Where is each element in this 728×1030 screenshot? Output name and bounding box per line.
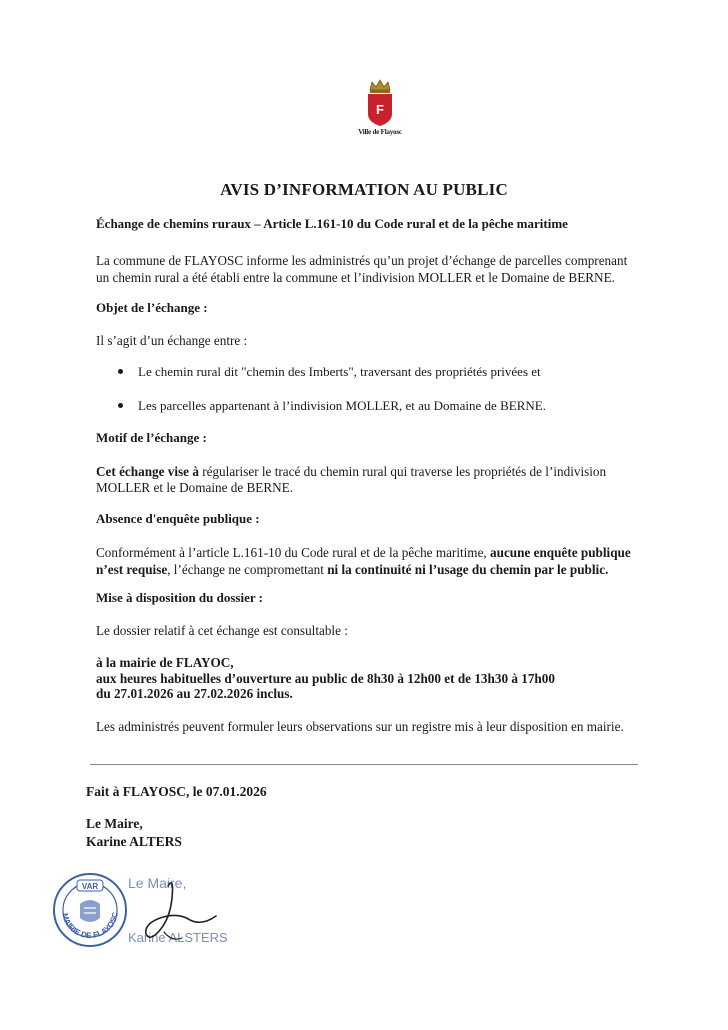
signature-place-date: Fait à FLAYOSC, le 07.01.2026	[86, 784, 267, 799]
official-stamp	[50, 870, 130, 950]
mayor-name: Karine ALTERS	[86, 834, 182, 849]
absence-line-2	[96, 561, 608, 578]
motif-bold: Cet échange vise à	[96, 464, 199, 479]
dossier-line-2: aux heures habituelles d’ouverture au public de 8h30 à 12h00 et de 13h30 à 17h00	[96, 671, 555, 686]
motif-line-1	[96, 463, 606, 480]
observations-text: Les administrés peuvent formuler leurs observations sur un registre mis à leur disposition en mairie.	[96, 719, 624, 734]
dossier-line-3: du 27.01.2026 au 27.02.2026 inclus.	[96, 686, 293, 701]
objet-heading: Objet de l’échange :	[96, 300, 208, 315]
dossier-heading: Mise à disposition du dossier :	[96, 590, 263, 605]
objet-lead: Il s’agit d’un échange entre :	[96, 333, 248, 348]
absence-plain-2: , l’échange ne compromettant	[167, 562, 328, 577]
mayor-title: Le Maire,	[86, 816, 143, 831]
absence-bold-1: aucune enquête publique	[490, 545, 631, 560]
stamp-top-text: VAR	[81, 882, 99, 891]
intro-line-2: un chemin rural a été établi entre la commune et l’indivision MOLLER et le Domaine de BERNE.	[96, 270, 615, 285]
bullet-text: Les parcelles appartenant à l’indivision MOLLER, et au Domaine de BERNE.	[138, 398, 546, 413]
stamp-ring-text: MAIRIE DE FLAYOSC	[60, 911, 120, 941]
absence-line-1	[96, 544, 631, 561]
separator-line	[90, 764, 638, 765]
bullet-dot	[118, 403, 123, 408]
stamp-mayor-name: Karine ALSTERS	[128, 930, 228, 945]
absence-heading: Absence d'enquête publique :	[96, 511, 260, 526]
motif-rest: régulariser le tracé du chemin rural qui traverse les propriétés de l’indivision	[198, 464, 607, 479]
dossier-line-1: à la mairie de FLAYOC,	[96, 655, 234, 670]
crest-caption: Ville de Flayosc	[358, 128, 402, 136]
absence-plain-1: Conformément à l’article L.161-10 du Code rural et de la pêche maritime,	[96, 545, 491, 560]
notice-subtitle: Échange de chemins ruraux – Article L.161-10 du Code rural et de la pêche maritime	[96, 216, 568, 231]
bullet-dot	[118, 369, 123, 374]
notice-title: AVIS D’INFORMATION AU PUBLIC	[220, 180, 508, 199]
dossier-lead: Le dossier relatif à cet échange est consultable :	[96, 623, 348, 638]
crest-letter: F	[376, 102, 384, 117]
absence-bold-3: ni la continuité ni l’usage du chemin par le public.	[327, 562, 609, 577]
handwritten-signature	[120, 868, 240, 958]
stamp-mayor-title: Le Maire,	[128, 875, 187, 891]
motif-line-2: MOLLER et le Domaine de BERNE.	[96, 480, 294, 495]
motif-heading: Motif de l’échange :	[96, 430, 207, 445]
bullet-text: Le chemin rural dit "chemin des Imberts", traversant des propriétés privées et	[138, 364, 541, 379]
intro-line-1: La commune de FLAYOSC informe les administrés qu’un projet d’échange de parcelles comprenant	[96, 253, 628, 268]
absence-bold-2: n’est requise	[96, 562, 168, 577]
